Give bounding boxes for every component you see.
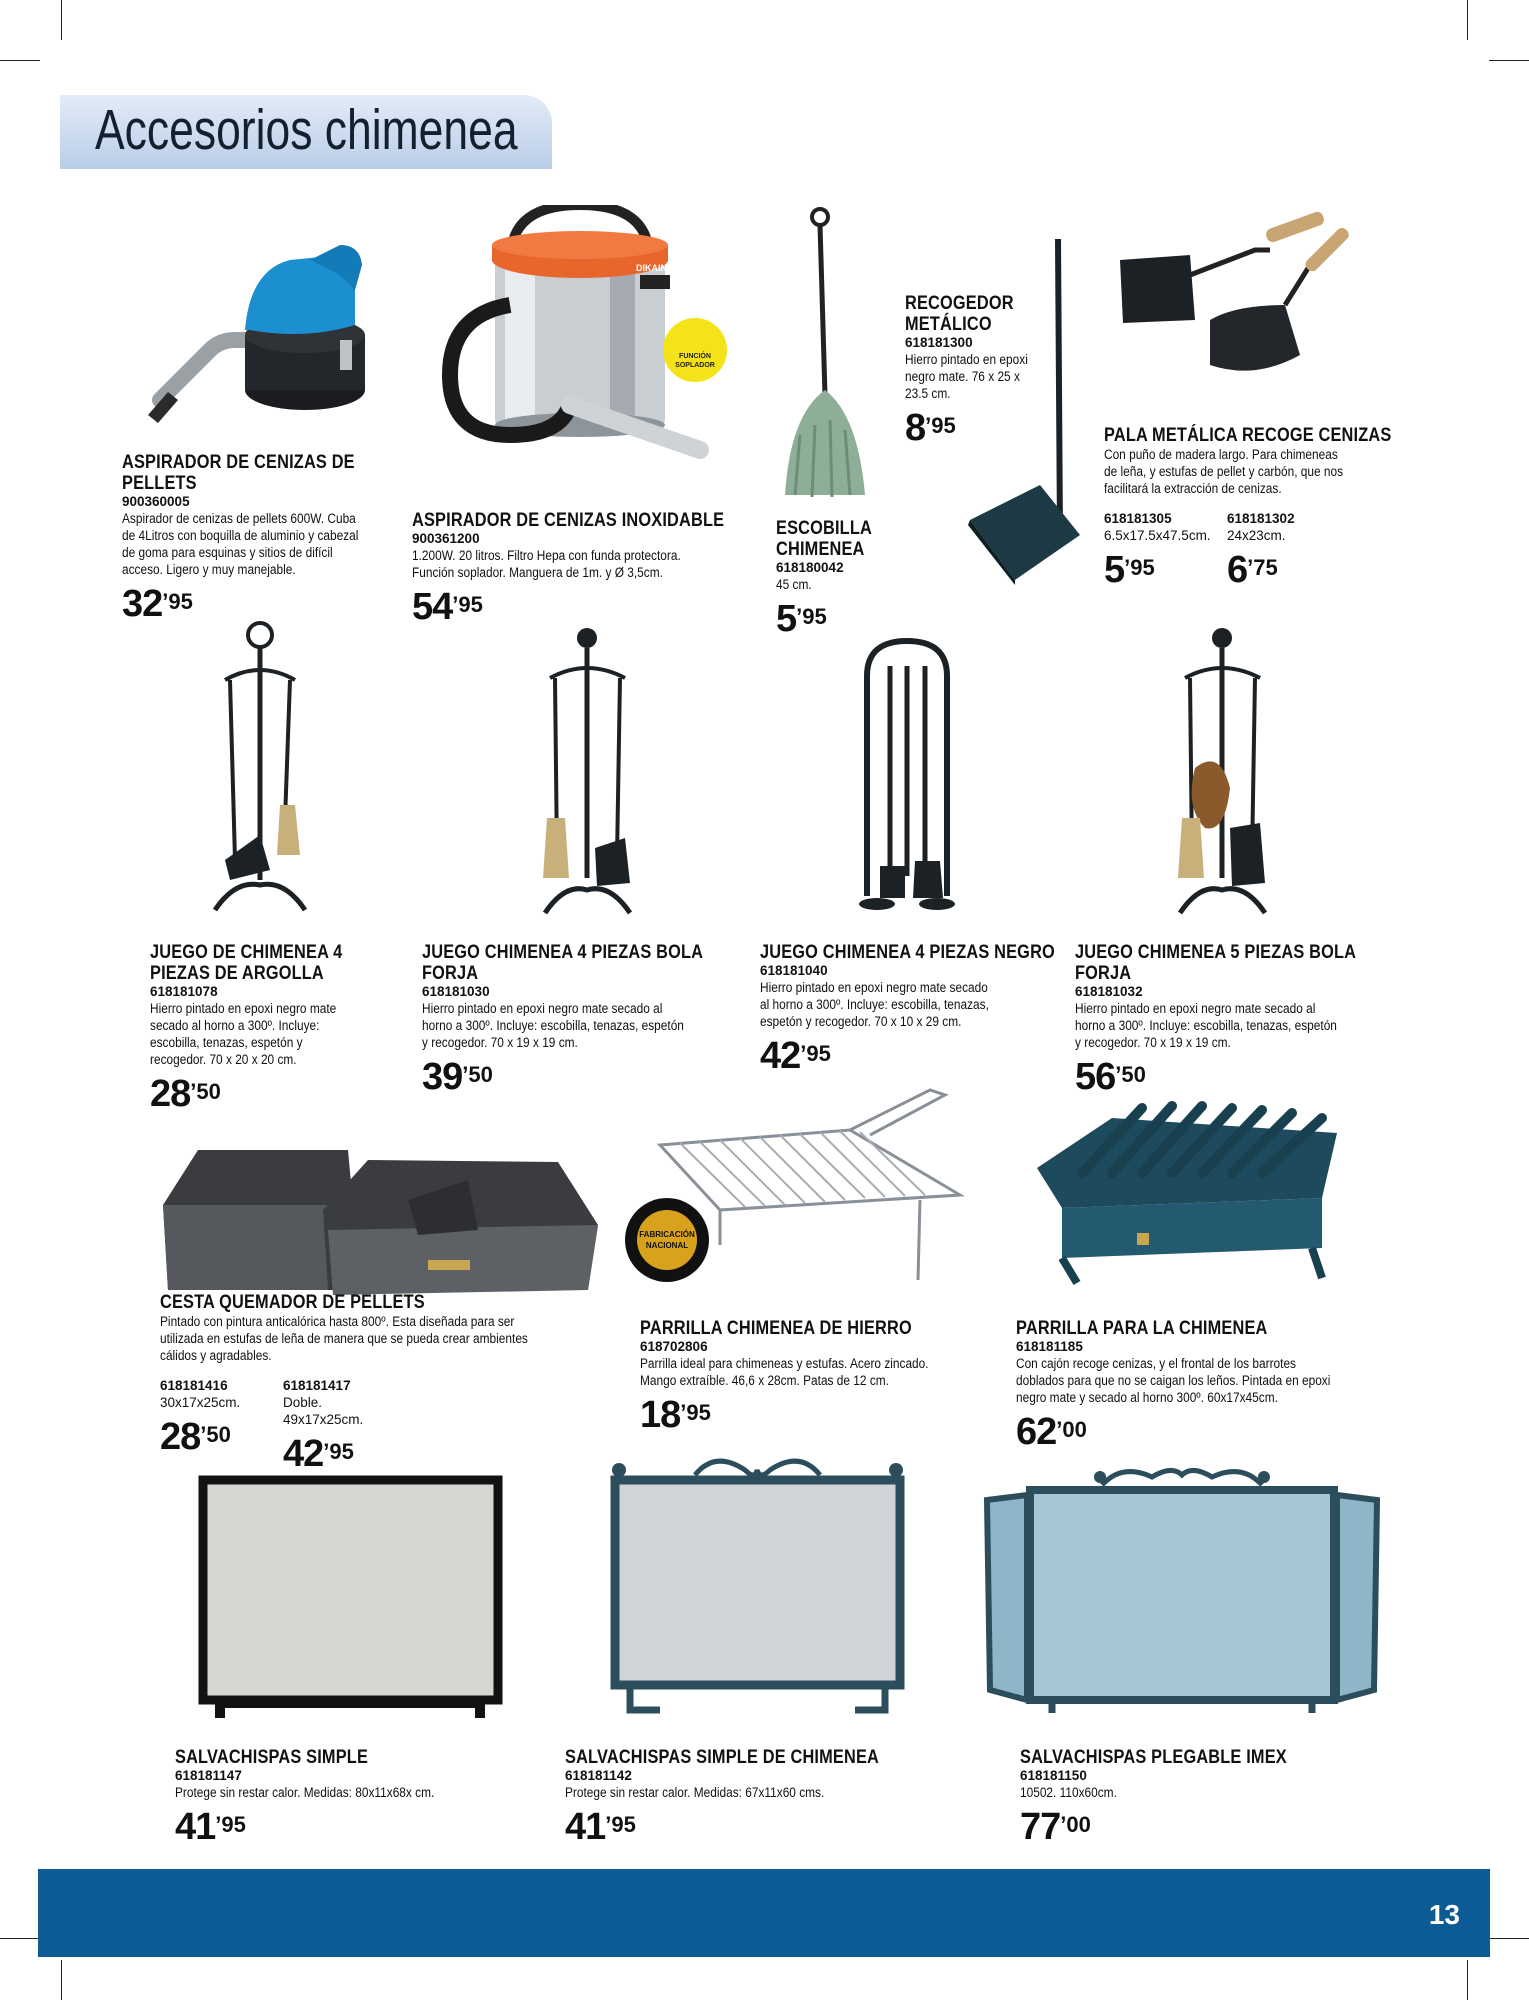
product-price: $18^{’95}$: [640, 1394, 711, 1436]
page-number: 13: [1428, 1899, 1460, 1930]
product-price: $42^{’95}$: [283, 1433, 354, 1475]
variant: [283, 1378, 406, 1474]
product-price: $62^{’00}$: [1016, 1411, 1087, 1453]
product-name: SALVACHISPAS SIMPLE DE CHIMENEA: [565, 1747, 880, 1768]
product-parrilla-hierro: [640, 1318, 980, 1435]
product-code: 900361200: [412, 531, 480, 546]
crop-mark: [61, 1960, 62, 2000]
product-description: Hierro pintado en epoxi negro mate secado al horno a 300º. Incluye: escobilla, tenazas, espetón y recogedor. 70 x 19 x 19 cm.: [422, 1001, 684, 1050]
product-code: 618181305: [1104, 511, 1172, 526]
brand-label: DIKAIN: [636, 263, 667, 273]
tool-set-ball-image: [535, 628, 640, 918]
product-description: 1.200W. 20 litros. Filtro Hepa con funda protectora. Función soplador. Manguera de 1m. y Ø 3,5cm.: [412, 548, 681, 580]
product-price: $41^{’95}$: [565, 1806, 636, 1848]
page-title: Accesorios chimenea: [95, 98, 518, 162]
product-price: $8^{’95}$: [905, 407, 956, 449]
crop-mark: [61, 0, 62, 40]
product-salvachispas-chimenea: [565, 1747, 895, 1847]
blower-badge-text: SOPLADOR: [675, 362, 715, 369]
product-description: Pintado con pintura anticalórica hasta 800º. Esta diseñada para ser utilizada en estufas de leña de manera que se pueda crear ambientes cálidos y agradables.: [160, 1314, 528, 1363]
product-price: $32^{’95}$: [122, 583, 193, 625]
product-price: $39^{’50}$: [422, 1056, 493, 1098]
variant-list: [160, 1378, 600, 1474]
grill-grid-image: [620, 1085, 965, 1285]
product-recogedor: [905, 293, 1055, 448]
pellet-baskets-image: [158, 1140, 603, 1300]
variant-size: 30x17x25cm.: [160, 1395, 241, 1410]
ash-vacuum-blue-image: [140, 240, 370, 450]
variant-size: 6.5x17.5x47.5cm.: [1104, 528, 1211, 543]
product-name: SALVACHISPAS SIMPLE: [175, 1747, 369, 1768]
title-banner: [60, 95, 552, 169]
fireplace-grate-image: [1022, 1088, 1347, 1288]
product-juego-argolla: [150, 942, 400, 1114]
spark-screen-simple-image: [195, 1475, 505, 1720]
product-name: PARRILLA CHIMENEA DE HIERRO: [640, 1318, 912, 1339]
crop-mark: [0, 60, 40, 61]
product-price: $28^{’50}$: [160, 1416, 231, 1458]
crop-mark: [1467, 1960, 1468, 2000]
product-escobilla: [776, 518, 916, 639]
fireplace-broom-image: [770, 205, 880, 505]
product-name: SALVACHISPAS PLEGABLE IMEX: [1020, 1747, 1287, 1768]
product-aspirador-pellets: [122, 452, 412, 624]
spark-screen-folding-image: [982, 1455, 1382, 1715]
tool-set-black-image: [855, 636, 960, 916]
product-parrilla-chimenea: [1016, 1318, 1396, 1452]
product-description: Hierro pintado en epoxi negro mate. 76 x 25 x 23.5 cm.: [905, 352, 1028, 401]
product-aspirador-inox: [412, 510, 742, 627]
blower-badge-text: FUNCIÓN: [679, 353, 711, 360]
product-code: 618181032: [1075, 984, 1143, 999]
product-description: Con puño de madera largo. Para chimeneas de leña, y estufas de pellet y carbón, que nos facilitará la extracción de cenizas.: [1104, 447, 1344, 496]
product-price: $5^{’95}$: [1104, 549, 1155, 591]
product-name: ASPIRADOR DE CENIZAS DE PELLETS: [122, 452, 355, 494]
product-description: 10502. 110x60cm.: [1020, 1785, 1117, 1800]
product-juego-bola: [422, 942, 722, 1097]
product-name: PARRILLA PARA LA CHIMENEA: [1016, 1318, 1268, 1339]
product-price: $41^{’95}$: [175, 1806, 246, 1848]
product-code: 618181302: [1227, 511, 1295, 526]
product-name: ASPIRADOR DE CENIZAS INOXIDABLE: [412, 510, 725, 531]
tool-set-ring-image: [205, 620, 320, 920]
product-price: $5^{’95}$: [776, 598, 827, 640]
product-name: JUEGO CHIMENEA 4 PIEZAS NEGRO: [760, 942, 1055, 963]
variant: [1104, 511, 1227, 590]
variant: [1227, 511, 1350, 590]
product-price: $28^{’50}$: [150, 1073, 221, 1115]
product-description: Protege sin restar calor. Medidas: 67x11x60 cms.: [565, 1785, 825, 1800]
crop-mark: [1489, 60, 1529, 61]
product-code: 618181300: [905, 335, 973, 350]
product-name: JUEGO CHIMENEA 4 PIEZAS BOLA FORJA: [422, 942, 704, 984]
product-salvachispas-simple: [175, 1747, 495, 1847]
product-price: $6^{’75}$: [1227, 549, 1278, 591]
product-pala: [1104, 425, 1394, 590]
product-price: $42^{’95}$: [760, 1035, 831, 1077]
product-code: 618181150: [1020, 1768, 1087, 1783]
product-code: 618181185: [1016, 1339, 1083, 1354]
product-description: Hierro pintado en epoxi negro mate secado al horno a 300º. Incluye: escobilla, tenazas, espetón y recogedor. 70 x 20 x 20 cm.: [150, 1001, 337, 1067]
crop-mark: [0, 1938, 40, 1939]
ash-shovels-image: [1115, 205, 1365, 405]
product-name: ESCOBILLA CHIMENEA: [776, 518, 872, 560]
crop-mark: [1489, 1938, 1529, 1939]
variant-size: Doble. 49x17x25cm.: [283, 1395, 364, 1427]
product-name: CESTA QUEMADOR DE PELLETS: [160, 1292, 425, 1313]
crop-mark: [1467, 0, 1468, 40]
tool-set-5-image: [1170, 628, 1275, 918]
product-code: 618181417: [283, 1378, 351, 1393]
product-code: 618181416: [160, 1378, 228, 1393]
product-name: PALA METÁLICA RECOGE CENIZAS: [1104, 425, 1392, 446]
product-code: 618181078: [150, 984, 218, 999]
product-code: 618181040: [760, 963, 828, 978]
product-cesta-pellets: [160, 1292, 600, 1474]
product-price: $56^{’50}$: [1075, 1056, 1146, 1098]
product-description: Con cajón recoge cenizas, y el frontal de los barrotes doblados para que no se caigan los leños. Pintada en epoxi negro mate y secado al horno 300º. 60x17x45cm.: [1016, 1356, 1331, 1405]
product-code: 618181147: [175, 1768, 242, 1783]
product-name: JUEGO DE CHIMENEA 4 PIEZAS DE ARGOLLA: [150, 942, 343, 984]
product-description: Protege sin restar calor. Medidas: 80x11x68x cm.: [175, 1785, 435, 1800]
product-name: JUEGO CHIMENEA 5 PIEZAS BOLA FORJA: [1075, 942, 1357, 984]
variant: [160, 1378, 283, 1474]
footer-bar: [38, 1869, 1490, 1957]
product-code: 618181142: [565, 1768, 632, 1783]
product-juego-negro: [760, 942, 1060, 1076]
variant-size: 24x23cm.: [1227, 528, 1286, 543]
product-code: 618180042: [776, 560, 844, 575]
product-description: Hierro pintado en epoxi negro mate secado al horno a 300º. Incluye: escobilla, tenazas, espetón y recogedor. 70 x 10 x 29 cm.: [760, 980, 989, 1029]
product-code: 618702806: [640, 1339, 708, 1354]
seal-text: FABRICACIÓN: [639, 1230, 695, 1239]
product-code: 618181030: [422, 984, 490, 999]
seal-text: NACIONAL: [645, 1241, 689, 1250]
spark-screen-chimney-image: [605, 1450, 910, 1720]
product-description: Aspirador de cenizas de pellets 600W. Cuba de 4Litros con boquilla de aluminio y cabezal de goma para esquinas y sitios de difícil acceso. Ligero y muy manejable.: [122, 511, 359, 577]
product-name: RECOGEDOR METÁLICO: [905, 293, 1014, 335]
product-price: $54^{’95}$: [412, 586, 483, 628]
product-description: 45 cm.: [776, 577, 812, 592]
product-description: Parrilla ideal para chimeneas y estufas. Acero zincado. Mango extraíble. 46,6 x 28cm. Patas de 12 cm.: [640, 1356, 929, 1388]
product-code: 900360005: [122, 494, 190, 509]
product-price: $77^{’00}$: [1020, 1806, 1091, 1848]
ash-vacuum-inox-image: [440, 205, 730, 475]
variant-list: [1104, 511, 1394, 590]
product-salvachispas-plegable: [1020, 1747, 1350, 1847]
product-juego-5: [1075, 942, 1385, 1097]
product-description: Hierro pintado en epoxi negro mate secado al horno a 300º. Incluye: escobilla, tenazas, espetón y recogedor. 70 x 19 x 19 cm.: [1075, 1001, 1337, 1050]
